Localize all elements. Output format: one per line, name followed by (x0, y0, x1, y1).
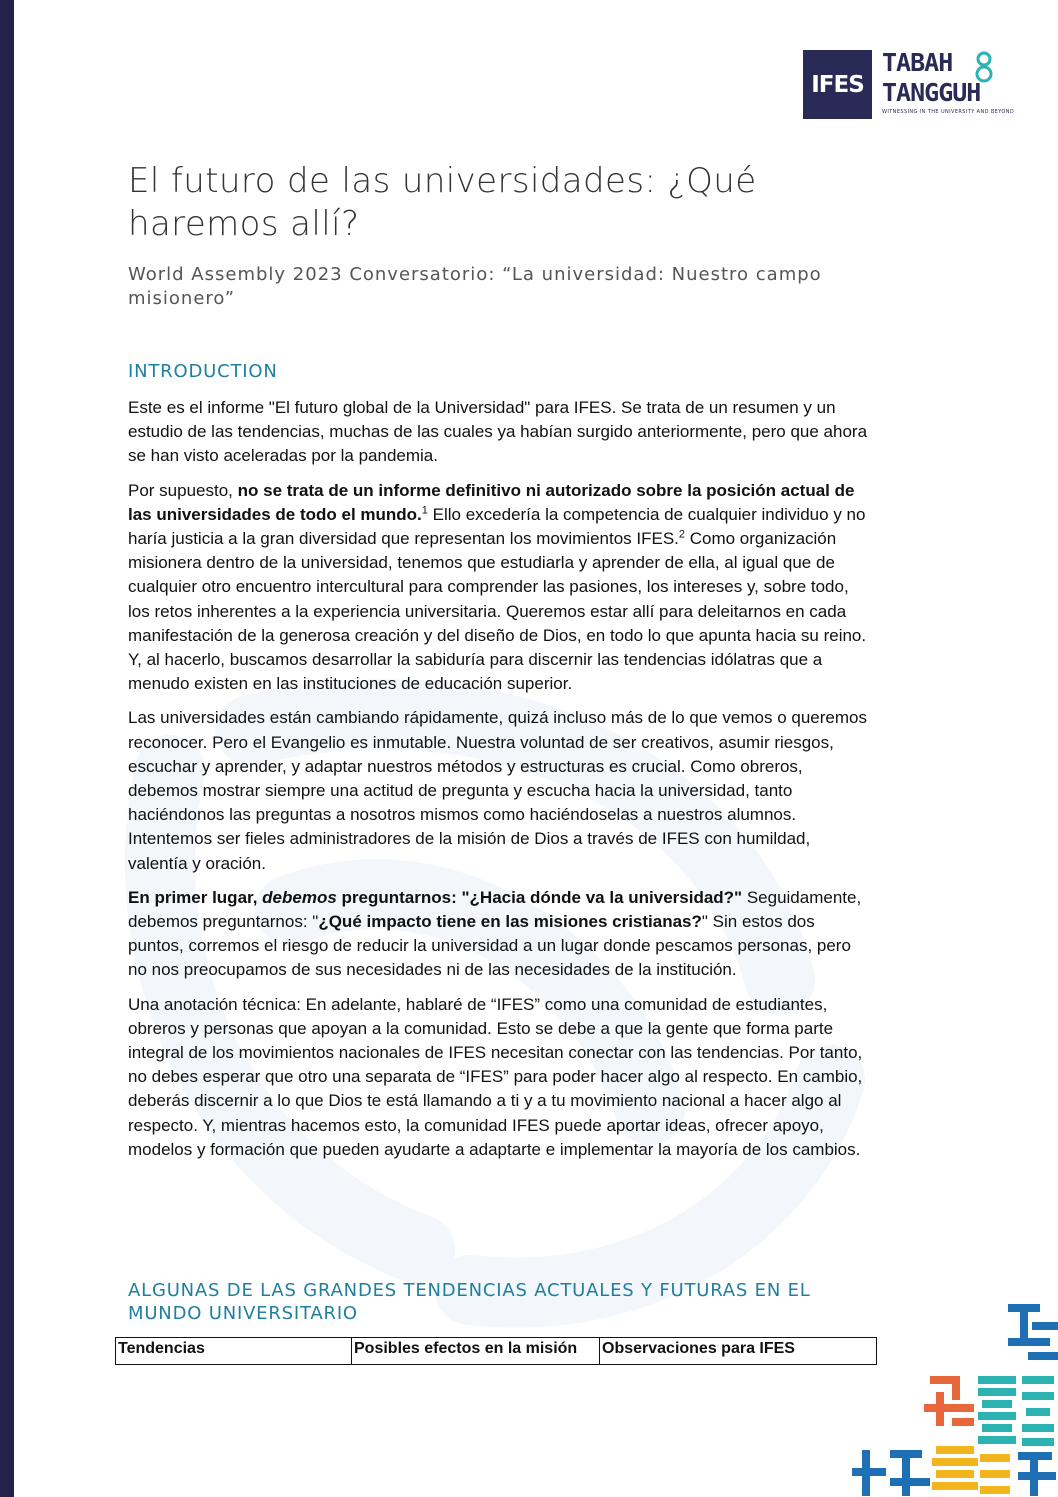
table-header-cell: Tendencias (116, 1338, 352, 1365)
trends-heading: ALGUNAS DE LAS GRANDES TENDENCIAS ACTUALES Y FUTURAS EN EL MUNDO UNIVERSITARIO (128, 1280, 811, 1324)
knot-ornament-icon (970, 50, 998, 84)
paragraph-4-bold-a: En primer lugar, (128, 887, 263, 907)
paragraph-2-lead: Por supuesto, (128, 480, 238, 500)
ifes-logo-text: IFES (811, 71, 864, 98)
trends-table (115, 1337, 877, 1365)
paragraph-4-bold-question-2: ¿Qué impacto tiene en las misiones cristianas? (318, 912, 702, 932)
introduction-body (128, 396, 872, 1172)
paragraph-4 (128, 886, 872, 983)
paragraph-3: Las universidades están cambiando rápidamente, quizá incluso más de lo que vemos o queremos reconocer. Pero el Evangelio es inmutable. Nuestra voluntad de ser creativos, asumir riesgos, escuchar y aprender, y adaptar nuestros métodos y estructuras es crucial. Como obreros, debemos mostrar siempre una actitud de pregunta y escucha hacia la universidad, tanto haciéndonos las preguntas a nosotros mismos como haciéndoselas a nuestros alumnos. Intentemos ser fieles administradores de la misión de Dios a través de IFES con humildad, valentía y oración. (128, 708, 867, 873)
page-title: El futuro de las universidades: ¿Qué haremos allí? (128, 161, 757, 244)
paragraph-2 (128, 479, 872, 697)
left-accent-bar (0, 0, 14, 1497)
table-header-cell: Posibles efectos en la misión (352, 1338, 600, 1365)
logo-tabah-text: TABAH (882, 48, 953, 77)
footnote-ref-1[interactable]: 1 (421, 504, 428, 517)
decorative-pattern-graphic (836, 1296, 1058, 1497)
paragraph-1: Este es el informe "El futuro global de la Universidad" para IFES. Se trata de un resumen y un estudio de las tendencias, muchas de las cuales ya habían surgido anteriormente, pero que ahora se han visto aceleradas por la pandemia. (128, 398, 868, 466)
paragraph-2-bold: no se trata de un informe definitivo ni autorizado sobre la posición actual de las universidades de todo el mundo. (128, 480, 855, 524)
footnote-ref-2[interactable]: 2 (678, 528, 686, 541)
table-header-row (116, 1338, 877, 1365)
table-header-cell: Observaciones para IFES (600, 1338, 877, 1365)
paragraph-5: Una anotación técnica: En adelante, hablaré de “IFES” como una comunidad de estudiantes, obreros y personas que apoyan a la comunidad. Esto se debe a que la gente que forma parte integral de los movimientos nacionales de IFES necesitan conectar con las tendencias. Por tanto, no debes esperar que otro una separata de “IFES” para poder hacer algo al respecto. En cambio, deberás discernir a lo que Dios te está llamando a ti y a tu movimiento nacional a hacer algo al respecto. Y, mientras hacemos esto, la comunidad IFES puede aportar ideas, ofrecer apoyo, modelos y formación que pueden ayudarte a adaptarte e implementar la mayoría de los cambios. (128, 994, 863, 1159)
ifes-logo (803, 50, 872, 119)
paragraph-4-middle: Seguidamente, debemos preguntarnos: " (128, 887, 862, 932)
tabah-tangguh-logo (882, 48, 1015, 120)
logo-tagline: WITNESSING IN THE UNIVERSITY AND BEYOND (882, 109, 1015, 115)
introduction-heading: INTRODUCTION (128, 361, 278, 382)
paragraph-2-middle: Ello excedería la competencia de cualquier individuo y no haría justicia a la gran diversidad que representan los movimientos IFES. (128, 504, 866, 549)
paragraph-4-rest: " Sin estos dos puntos, corremos el riesgo de reducir la universidad a un lugar donde pescamos personas, pero no nos preocupamos de sus necesidades ni de las necesidades de la institución. (128, 912, 851, 980)
logo-tangguh-text: TANGGUH (882, 78, 981, 107)
page-subtitle: World Assembly 2023 Conversatorio: “La universidad: Nuestro campo misionero” (128, 264, 822, 309)
paragraph-4-emphasis: debemos (262, 887, 337, 907)
paragraph-2-rest: Como organización misionera dentro de la universidad, tenemos que estudiarla y aprender de ella, al igual que de cualquier otro encuentro intercultural para comprender las pasiones, los intereses y, sobre todo, los retos inherentes a la experiencia universitaria. Queremos estar allí para deleitarnos en cada manifestación de la generosa creación y del diseño de Dios, en todo lo que apunta hacia su reino. Y, al hacerlo, buscamos desarrollar la sabiduría para discernir las tendencias idólatras que a menudo existen en las instituciones de educación superior. (128, 529, 867, 694)
paragraph-4-bold-question: preguntarnos: "¿Hacia dónde va la universidad?" (336, 887, 743, 907)
